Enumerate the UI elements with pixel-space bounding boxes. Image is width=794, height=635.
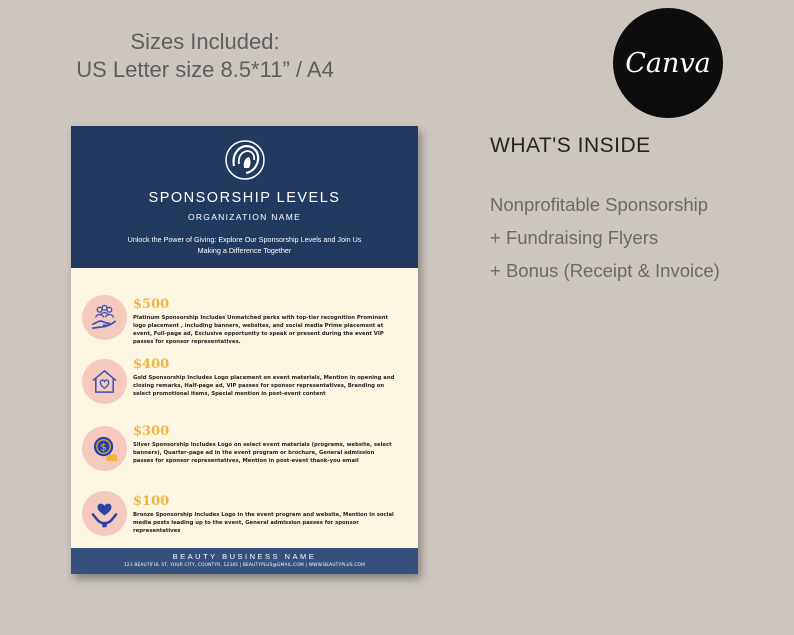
tier-icon-badge: [82, 491, 127, 536]
whats-inside-list: [490, 194, 720, 293]
canva-logo-text: Canva: [625, 47, 711, 79]
sizes-title: Sizes Included:: [130, 29, 280, 54]
flyer-tagline: Unlock the Power of Giving: Explore Our Sponsorship Levels and Join Us Making a Difference Together: [127, 235, 362, 255]
hand-people-icon: [90, 303, 119, 332]
sponsorship-flyer: [71, 126, 418, 574]
tier-icon-badge: [82, 426, 127, 471]
tier-icon-badge: [82, 359, 127, 404]
sizes-caption: [60, 28, 350, 84]
whats-inside-title: WHAT'S INSIDE: [490, 134, 651, 157]
house-heart-icon: [90, 367, 119, 396]
tier-price: $100: [133, 494, 170, 509]
sizes-detail: US Letter size 8.5*11” / A4: [76, 57, 334, 82]
hands-heart-icon: [90, 499, 119, 528]
flyer-org-name: ORGANIZATION NAME: [187, 212, 302, 222]
tier-price: $500: [133, 297, 170, 312]
flyer-title: SPONSORSHIP LEVELS: [148, 190, 341, 206]
tier-description: Gold Sponsorship Includes Logo placement on event materials, Mention in opening and closing remarks, Half-page ad, VIP passes for sponsor representatives, Branding on select promotional items, Special mention in post-event content: [133, 375, 395, 397]
tier-description: Silver Sponsorship Includes Logo on select event materials (programs, website, select banners), Quarter-page ad in the event program or brochure, General admission passes for sponsor representatives, Mention in post-event thank-you email: [133, 442, 392, 464]
tier-price: $300: [133, 424, 170, 439]
footer-address: 123 BEAUTIFUL ST, YOUR CITY, COUNTYR, 12345 | BEAUTYPLUS@GMAIL.COM | WWW.BEAUTYPLUS.COM: [123, 563, 366, 568]
tier-price: $400: [133, 357, 170, 372]
tier-icon-badge: [82, 295, 127, 340]
flyer-footer: [71, 548, 418, 574]
flyer-header: [71, 126, 418, 268]
whats-inside-item: Nonprofitable Sponsorship: [490, 194, 709, 215]
canva-logo: [613, 8, 723, 118]
whats-inside-item: + Fundraising Flyers: [490, 227, 659, 248]
tier-description: Bronze Sponsorship Includes Logo in the event program and website, Mention in social media posts leading up to the event, General admission passes for sponsor representatives: [133, 512, 394, 534]
tier-description: Platinum Sponsorship Includes Unmatched perks with top-tier recognition Prominent logo placement , including banners, websites, and social media Prime placement at event, Full-page ad, Exclusive opportunity to speak or present during the event VIP passes for sponsor representatives.: [133, 315, 389, 345]
woman-profile-logo-icon: [225, 140, 265, 180]
svg-text:$: $: [100, 442, 107, 454]
coin-hand-icon: [90, 434, 119, 463]
footer-business-name: BEAUTY BUSINESS NAME: [172, 552, 317, 561]
whats-inside-item: + Bonus (Receipt & Invoice): [490, 260, 720, 281]
